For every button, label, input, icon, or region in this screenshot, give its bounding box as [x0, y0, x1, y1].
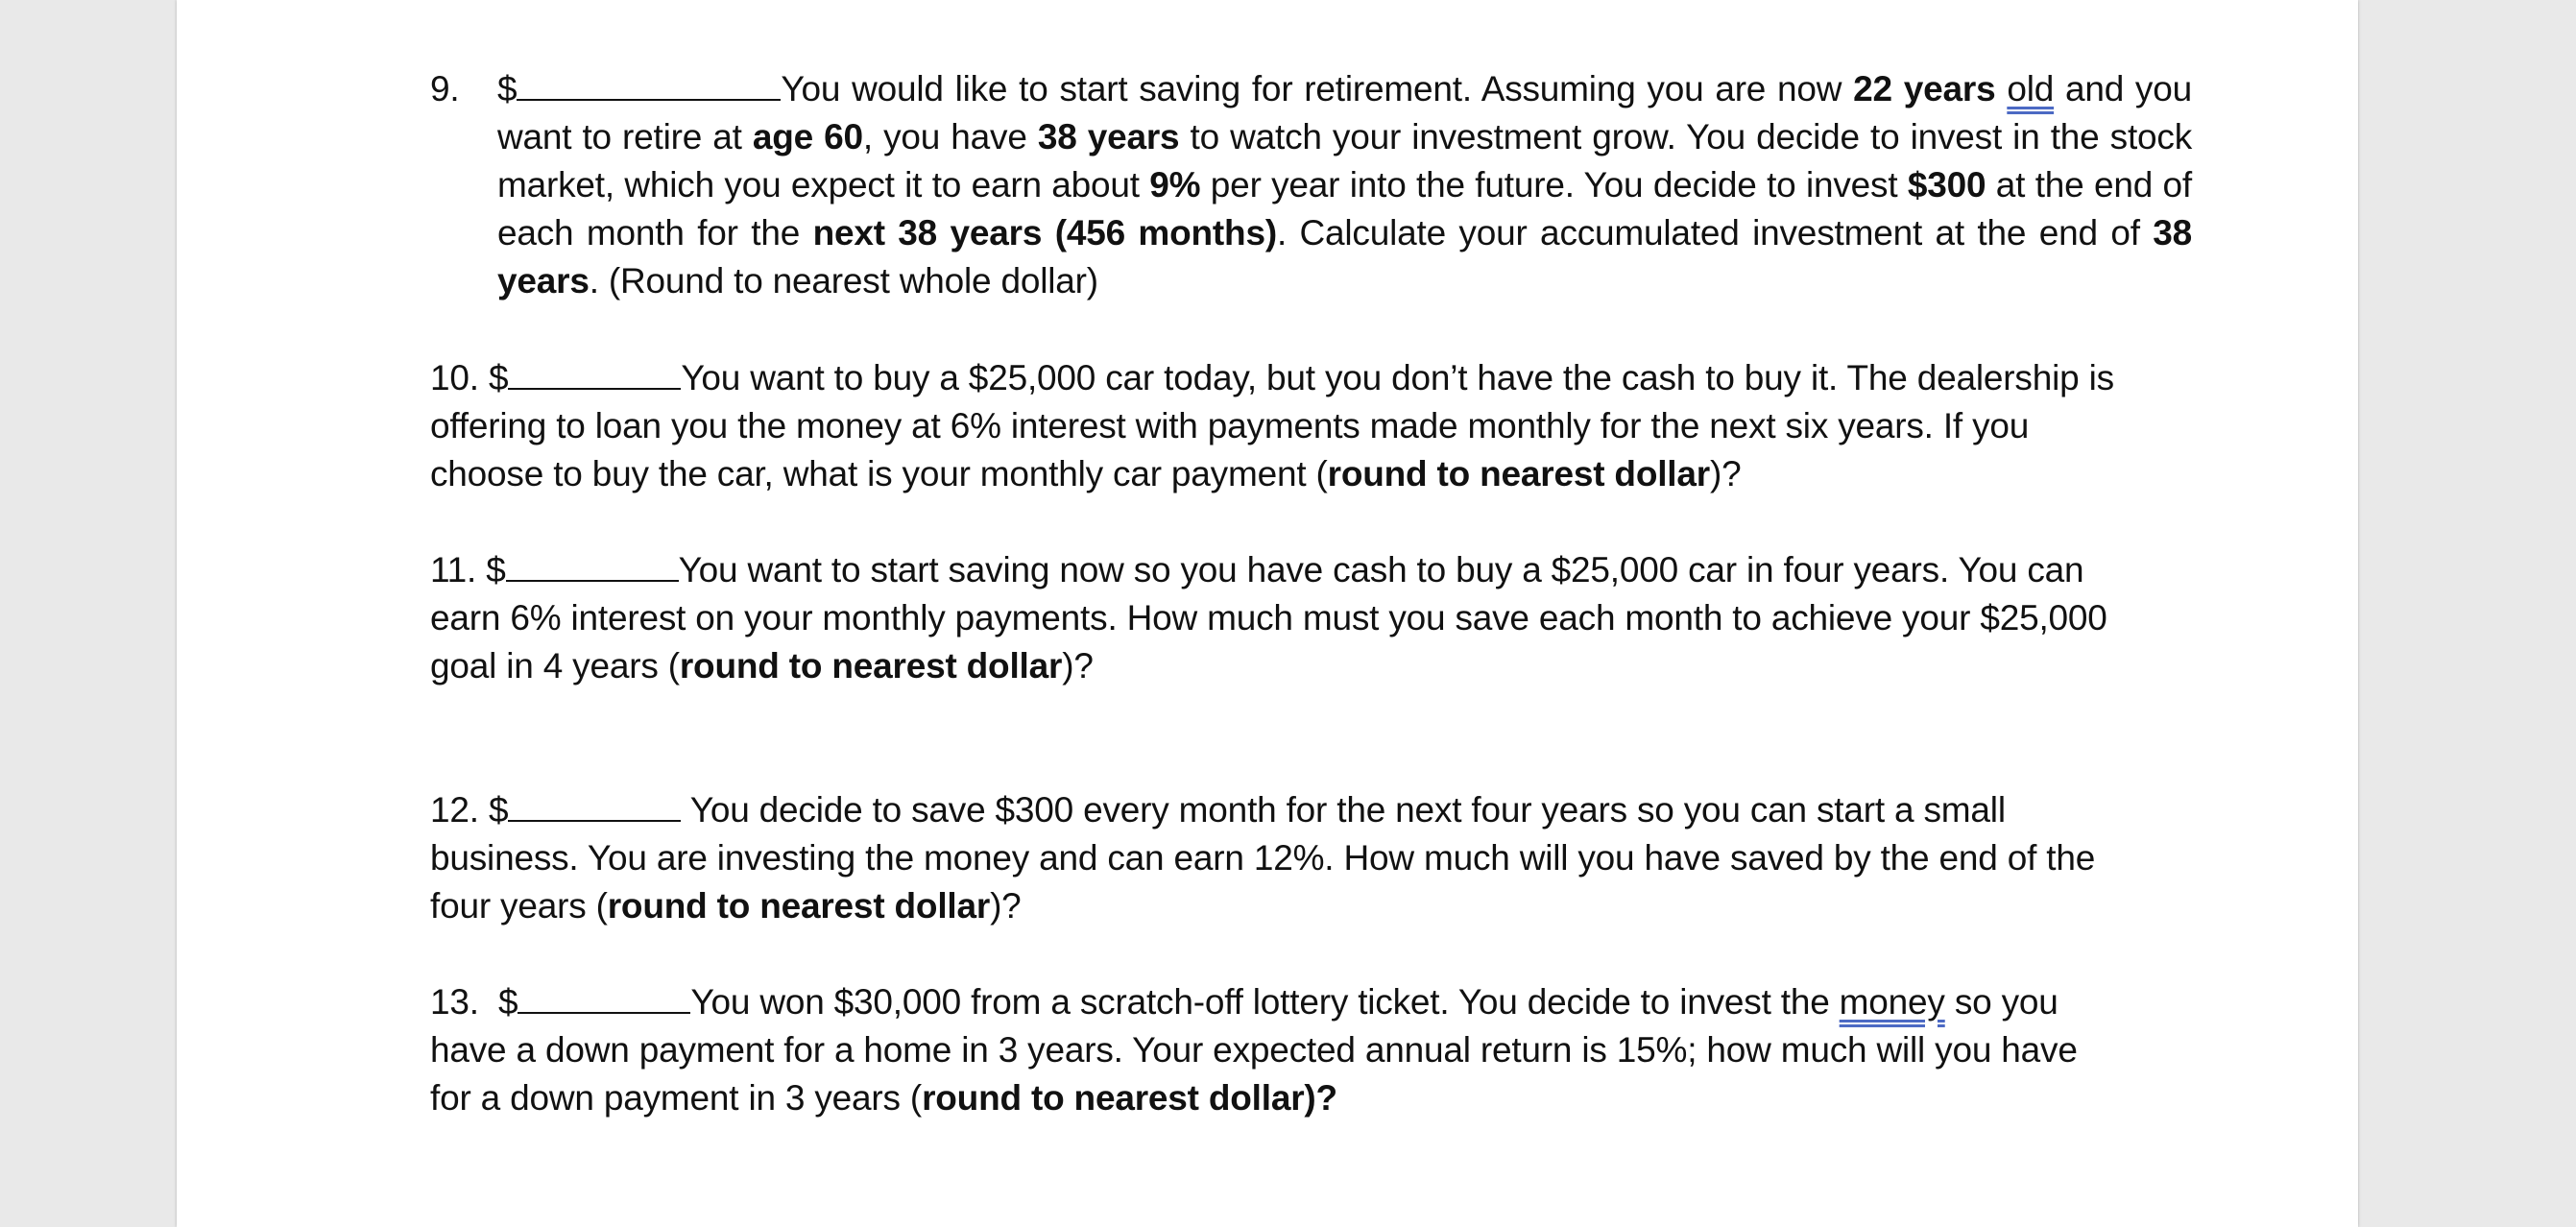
text-run: at the end of each month for the — [497, 165, 2192, 253]
answer-prefix: $ — [497, 69, 518, 108]
problem-11 — [430, 546, 2125, 690]
bold-text-run: round to nearest dollar — [607, 886, 991, 926]
problem-13 — [430, 978, 2125, 1122]
bold-text-run: age 60 — [752, 117, 863, 156]
answer-prefix: $ — [486, 550, 506, 589]
bold-text-run: 38 years — [1037, 117, 1180, 156]
document-page — [177, 0, 2358, 1227]
answer-blank[interactable] — [508, 787, 681, 822]
problem-text — [430, 790, 2095, 926]
text-run: )? — [1062, 646, 1094, 686]
text-run: so you have a down payment for a home in 3 years. Your expected annual return is 15%; how much will you have for a down payment in 3 years ( — [430, 982, 2078, 1118]
text-run: You won $30,000 from a scratch-off lottery ticket. You decide to invest the — [690, 982, 1840, 1022]
text-run: to watch your investment grow. You decide to invest in the stock market, which you expect it to earn about — [497, 117, 2193, 204]
problem-12 — [430, 786, 2125, 930]
answer-prefix: $ — [488, 358, 509, 397]
problem-text — [497, 69, 2192, 301]
problem-number: 10. — [430, 358, 479, 397]
text-run: , you have — [862, 117, 1038, 156]
bold-text-run: round to nearest dollar — [679, 646, 1063, 686]
bold-text-run: 9% — [1149, 165, 1201, 204]
text-run: )? — [990, 886, 1022, 926]
text-run: . (Round to nearest whole dollar) — [589, 261, 1098, 301]
problem-10 — [430, 354, 2125, 498]
answer-blank[interactable] — [508, 355, 681, 390]
text-run: You decide to save $300 every month for the next four years so you can start a small business. You are investing the money and can earn 12%. How much will you have saved by the end of the four years ( — [430, 790, 2096, 926]
text-run: You want to start saving now so you have cash to buy a $25,000 car in four years. You can earn 6% interest on your monthly payments. How much must you save each month to achieve your $25,000 goal in 4 years ( — [430, 550, 2107, 686]
bold-text-run: round to nearest dollar)? — [922, 1078, 1337, 1118]
bold-text-run: 22 years — [1853, 69, 1996, 108]
text-run: money — [1839, 982, 1945, 1022]
answer-blank[interactable] — [517, 66, 781, 101]
text-run: )? — [1709, 454, 1742, 493]
problem-text — [430, 550, 2107, 686]
bold-text-run: round to nearest dollar — [1327, 454, 1710, 493]
answer-prefix: $ — [498, 982, 518, 1022]
answer-blank[interactable] — [518, 979, 690, 1014]
problem-text — [430, 358, 2114, 493]
problem-9 — [430, 65, 2192, 305]
problem-number: 9. — [430, 69, 460, 108]
problem-number: 12. — [430, 790, 479, 830]
text-run: You would like to start saving for retirement. Assuming you are now — [781, 69, 1854, 108]
bold-text-run: next 38 years (456 months) — [812, 213, 1277, 253]
answer-prefix: $ — [488, 790, 509, 830]
text-run: . Calculate your accumulated investment at the end of — [1276, 213, 2154, 253]
text-run: old — [2007, 69, 2055, 108]
text-run: and you want to retire at — [497, 69, 2192, 156]
bold-text-run: $300 — [1907, 165, 1986, 204]
problem-number: 13. — [430, 982, 479, 1022]
bold-text-run: 38 years — [497, 213, 2193, 301]
text-run: You want to buy a $25,000 car today, but you don’t have the cash to buy it. The dealership is offering to loan you the money at 6% interest with payments made monthly for the next six years. If you choose to buy the car, what is your monthly car payment ( — [430, 358, 2114, 493]
text-run — [1995, 69, 2007, 108]
problem-number: 11. — [430, 550, 477, 589]
text-run: per year into the future. You decide to invest — [1200, 165, 1908, 204]
answer-blank[interactable] — [506, 547, 679, 582]
